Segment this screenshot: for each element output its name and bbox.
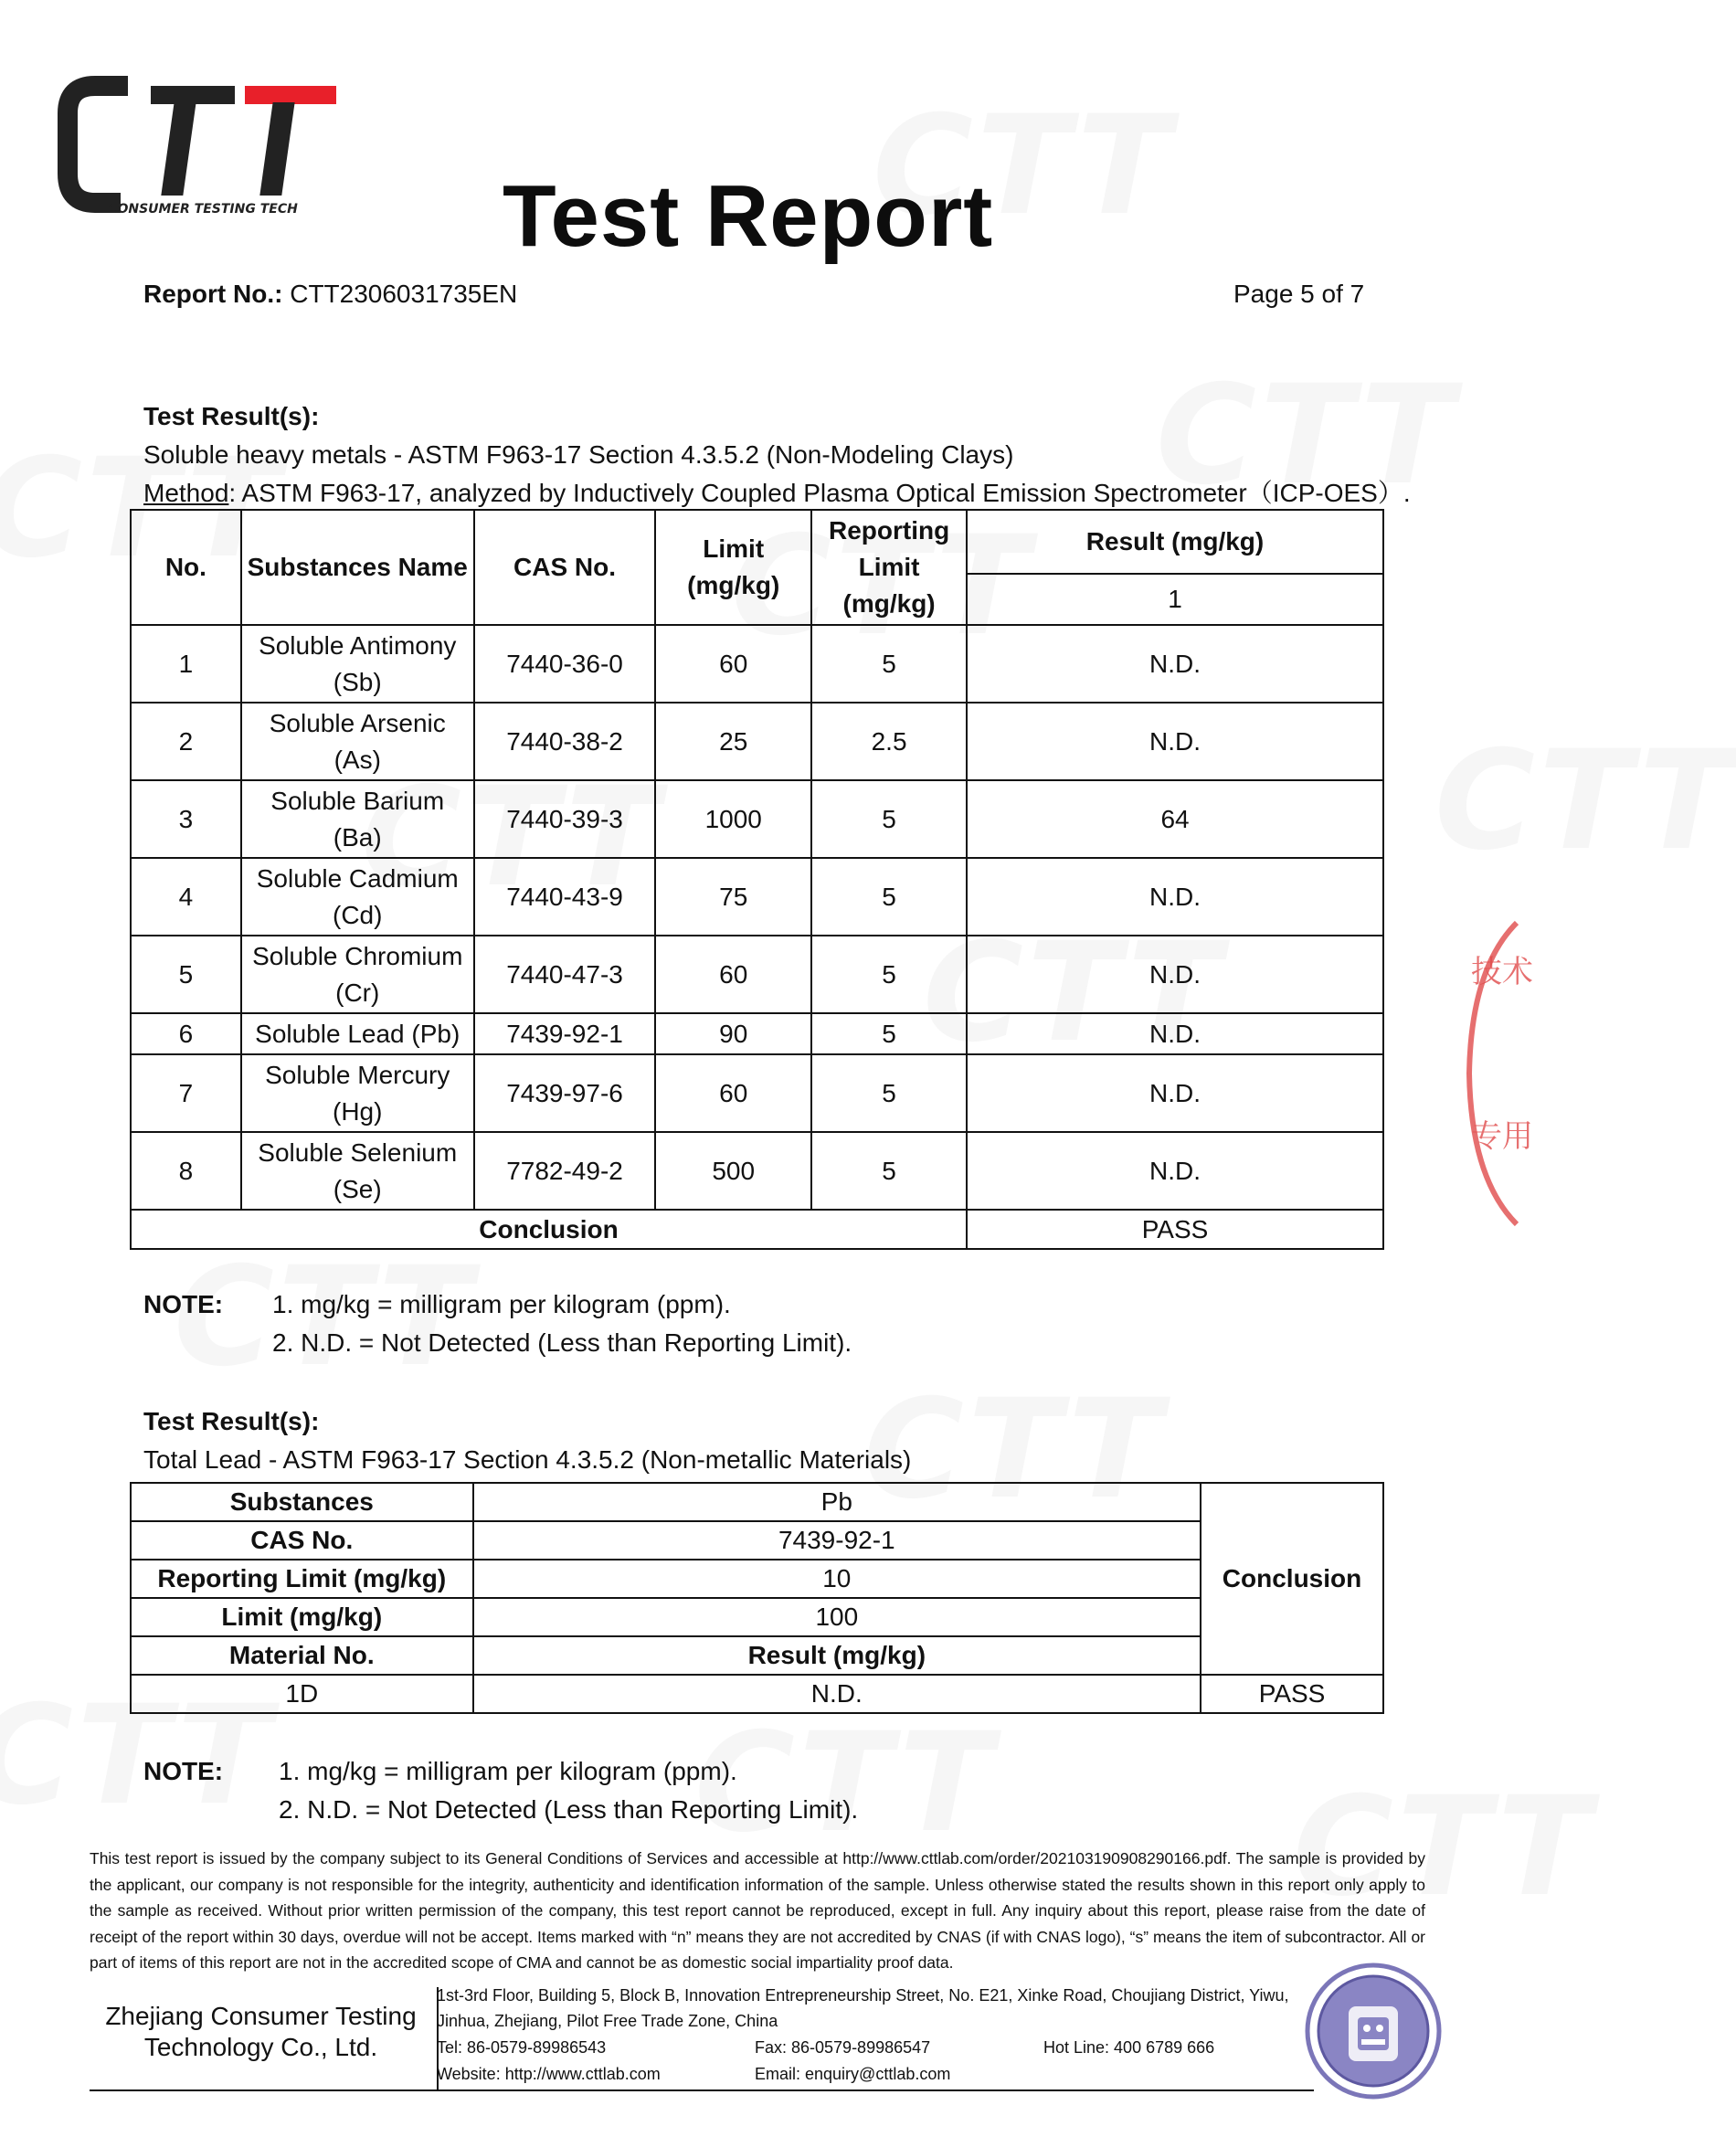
cell-name: Soluble Selenium (Se) (241, 1132, 474, 1210)
cell-no: 2 (131, 703, 241, 780)
col-header-no: No. (131, 510, 241, 625)
cell-name: Soluble Mercury (Hg) (241, 1054, 474, 1132)
logo-tagline: CONSUMER TESTING TECH (108, 202, 298, 217)
cell-result: N.D. (967, 1054, 1383, 1132)
svg-text:技术: 技术 (1471, 954, 1533, 990)
cell-result: N.D. (967, 1132, 1383, 1210)
cell-name: Soluble Arsenic (As) (241, 703, 474, 780)
soluble-metals-table (130, 509, 1384, 1250)
company-name (90, 2001, 432, 2063)
conclusion-row (131, 1210, 1383, 1249)
cell-reporting-limit: 5 (811, 625, 967, 703)
row-label: CAS No. (131, 1521, 473, 1560)
total-lead-table (130, 1482, 1384, 1714)
cell-result: N.D. (967, 625, 1383, 703)
cell-name: Soluble Antimony (Sb) (241, 625, 474, 703)
conclusion-label: Conclusion (131, 1210, 967, 1249)
company-line-2: Technology Co., Ltd. (143, 2033, 378, 2061)
report-no-label: Report No.: (143, 280, 283, 308)
section2-heading: Test Result(s): (143, 1407, 320, 1435)
table-row (131, 1132, 1383, 1210)
cell-limit: 75 (655, 858, 811, 936)
row-value: 10 (473, 1560, 1201, 1598)
cell-result: N.D. (967, 858, 1383, 936)
section1-note-2: 2. N.D. = Not Detected (Less than Reporting Limit). (272, 1328, 852, 1357)
table-row (131, 1013, 1383, 1054)
col-header-reporting-limit: Reporting Limit (mg/kg) (811, 510, 967, 625)
cell-limit: 60 (655, 625, 811, 703)
red-stamp-icon (1462, 914, 1533, 1233)
cell-reporting-limit: 5 (811, 1132, 967, 1210)
section2-note-label: NOTE: (143, 1757, 224, 1785)
material-no-header: Material No. (131, 1636, 473, 1675)
section2-note-2: 2. N.D. = Not Detected (Less than Reporting Limit). (279, 1795, 859, 1824)
page-title: Test Report (503, 167, 994, 265)
section1-heading: Test Result(s): (143, 402, 320, 430)
cell-cas: 7439-92-1 (474, 1013, 656, 1054)
cell-no: 7 (131, 1054, 241, 1132)
result-header: Result (mg/kg) (473, 1636, 1201, 1675)
row-label: Reporting Limit (mg/kg) (131, 1560, 473, 1598)
cell-no: 6 (131, 1013, 241, 1054)
table-row (131, 1636, 1383, 1675)
cell-cas: 7440-36-0 (474, 625, 656, 703)
col-header-cas: CAS No. (474, 510, 656, 625)
section2-note-1: 1. mg/kg = milligram per kilogram (ppm). (279, 1757, 737, 1785)
cell-name: Soluble Lead (Pb) (241, 1013, 474, 1054)
table-row (131, 1521, 1383, 1560)
cell-no: 8 (131, 1132, 241, 1210)
table-row (131, 1560, 1383, 1598)
cell-result: N.D. (967, 936, 1383, 1013)
cell-cas: 7782-49-2 (474, 1132, 656, 1210)
address-line-1: 1st-3rd Floor, Building 5, Block B, Innovation Entrepreneurship Street, No. E21, Xinke Road, Choujiang District, Yiwu, (437, 1986, 1289, 2005)
cell-name: Soluble Barium (Ba) (241, 780, 474, 858)
cell-reporting-limit: 5 (811, 1054, 967, 1132)
company-line-1: Zhejiang Consumer Testing (105, 2002, 417, 2030)
cell-cas: 7440-38-2 (474, 703, 656, 780)
table-row (131, 1054, 1383, 1132)
section1-note-label: NOTE: (143, 1290, 224, 1318)
row-label: Limit (mg/kg) (131, 1598, 473, 1636)
page-number: Page 5 of 7 (1233, 280, 1365, 308)
cell-reporting-limit: 2.5 (811, 703, 967, 780)
disclaimer-text: This test report is issued by the company subject to its General Conditions of Services and accessible at http://www.cttlab.com/order/202103190908290166.pdf. The sample is provided by the applicant, our company is not responsible for the integrity, authenticity and identification information of the sample. Unless otherwise stated the results shown in this report only apply to the sample as received. Without prior written permission of the company, this test report cannot be reproduced, except in full. Any inquiry about this report, please raise from the date of receipt of the report within 30 days, overdue will not be accept. Items marked with “n” means they are not accredited by CNAS (if with CNAS logo), “s” means the item of subcontractor. All or part of items of this report are not in the accredited scope of CMA and cannot be as domestic social impartiality proof data. (90, 1849, 1425, 1972)
footer-fax: Fax: 86-0579-89986547 (755, 2038, 931, 2057)
watermark (694, 1704, 996, 1863)
cell-cas: 7440-39-3 (474, 780, 656, 858)
cell-no: 3 (131, 780, 241, 858)
conclusion-value: PASS (967, 1210, 1383, 1249)
row-value: Pb (473, 1483, 1201, 1521)
section1-header (143, 397, 1411, 513)
cell-cas: 7440-47-3 (474, 936, 656, 1013)
table-row (131, 780, 1383, 858)
cell-result: N.D. (967, 703, 1383, 780)
table-row (131, 625, 1383, 703)
col-header-result: Result (mg/kg) (967, 510, 1383, 574)
cell-name: Soluble Chromium (Cr) (241, 936, 474, 1013)
cell-limit: 500 (655, 1132, 811, 1210)
cell-no: 4 (131, 858, 241, 936)
col-header-result-sample: 1 (967, 574, 1383, 625)
cell-reporting-limit: 5 (811, 936, 967, 1013)
cell-reporting-limit: 5 (811, 858, 967, 936)
table-row (131, 936, 1383, 1013)
row-label: Substances (131, 1483, 473, 1521)
result-value: N.D. (473, 1675, 1201, 1713)
table-row (131, 1483, 1383, 1521)
cell-name: Soluble Cadmium (Cd) (241, 858, 474, 936)
table-row (131, 703, 1383, 780)
ctt-logo (64, 80, 338, 217)
report-number (143, 280, 517, 309)
svg-text:专用: 专用 (1471, 1118, 1533, 1155)
cell-limit: 60 (655, 936, 811, 1013)
section2-header (143, 1402, 911, 1479)
conclusion-value: PASS (1201, 1675, 1383, 1713)
address-line-2: Jinhua, Zhejiang, Pilot Free Trade Zone, China (437, 2012, 778, 2030)
cell-reporting-limit: 5 (811, 1013, 967, 1054)
material-no-value: 1D (131, 1675, 473, 1713)
section1-subtitle: Soluble heavy metals - ASTM F963-17 Section 4.3.5.2 (Non-Modeling Clays) (143, 440, 1014, 469)
footer-email[interactable]: Email: enquiry@cttlab.com (755, 2065, 951, 2083)
cell-limit: 25 (655, 703, 811, 780)
footer-hotline: Hot Line: 400 6789 666 (1043, 2038, 1215, 2057)
cell-result: 64 (967, 780, 1383, 858)
col-header-limit: Limit (mg/kg) (655, 510, 811, 625)
footer-tel: Tel: 86-0579-89986543 (437, 2038, 607, 2057)
footer-website[interactable]: Website: http://www.cttlab.com (437, 2065, 661, 2083)
table-row (131, 1675, 1383, 1713)
cell-result: N.D. (967, 1013, 1383, 1054)
col-header-name: Substances Name (241, 510, 474, 625)
cell-limit: 60 (655, 1054, 811, 1132)
method-label: Method (143, 479, 229, 507)
row-value: 7439-92-1 (473, 1521, 1201, 1560)
watermark (1434, 722, 1736, 881)
cell-limit: 90 (655, 1013, 811, 1054)
section2-subtitle: Total Lead - ASTM F963-17 Section 4.3.5.2 (Non-metallic Materials) (143, 1445, 912, 1474)
cell-no: 5 (131, 936, 241, 1013)
table-row (131, 858, 1383, 936)
footer-bottom-line (90, 2089, 1314, 2091)
conclusion-header: Conclusion (1201, 1483, 1383, 1675)
cell-reporting-limit: 5 (811, 780, 967, 858)
section1-method (143, 474, 1411, 513)
cell-cas: 7439-97-6 (474, 1054, 656, 1132)
method-text: : ASTM F963-17, analyzed by Inductively Coupled Plasma Optical Emission Spectrometer（ICP-OES）. (228, 479, 1411, 507)
report-no-value: CTT2306031735EN (290, 280, 518, 308)
table-row (131, 1598, 1383, 1636)
section1-note-1: 1. mg/kg = milligram per kilogram (ppm). (272, 1290, 731, 1318)
cell-limit: 1000 (655, 780, 811, 858)
cell-cas: 7440-43-9 (474, 858, 656, 936)
certification-seal-icon (1305, 1962, 1442, 2100)
cell-no: 1 (131, 625, 241, 703)
row-value: 100 (473, 1598, 1201, 1636)
